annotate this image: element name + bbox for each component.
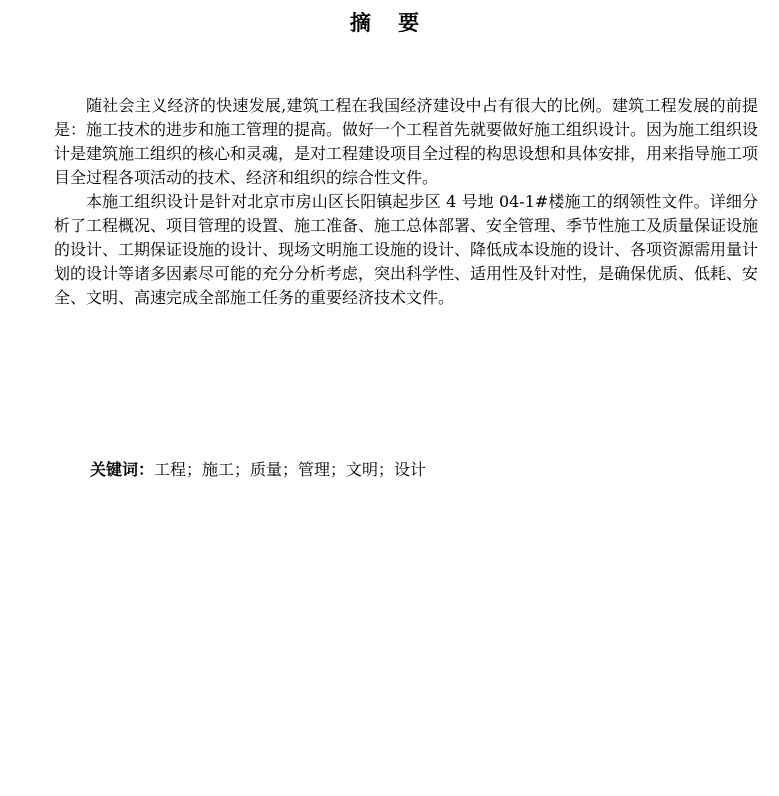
abstract-paragraph-2: 本施工组织设计是针对北京市房山区长阳镇起步区 4 号地 04-1#楼施工的纲领性文件。详细分析了工程概况、项目管理的设置、施工准备、施工总体部署、安全管理、季节性施工及质量保证设施的设计、工期保证设施的设计、现场文明施工设施的设计、降低成本设施的设计、各项资源需用量计划的设计等诸多因素尽可能的充分分析考虑，突出科学性、适用性及针对性，是确保优质、低耗、安全、文明、高速完成全部施工任务的重要经济技术文件。 xyxy=(54,192,759,307)
abstract-body xyxy=(54,94,758,310)
keywords-text: 工程；施工；质量；管理；文明；设计 xyxy=(154,460,427,479)
keywords-label: 关键词： xyxy=(90,460,155,479)
abstract-title: 摘 要 xyxy=(349,11,430,35)
keywords-line xyxy=(90,458,750,482)
abstract-paragraph-1: 随社会主义经济的快速发展,建筑工程在我国经济建设中占有很大的比例。建筑工程发展的前提是：施工技术的进步和施工管理的提高。做好一个工程首先就要做好施工组织设计。因为施工组织设计是建筑施工组织的核心和灵魂，是对工程建设项目全过程的构思设想和具体安排，用来指导施工项目全过程各项活动的技术、经济和组织的综合性文件。 xyxy=(54,96,759,187)
